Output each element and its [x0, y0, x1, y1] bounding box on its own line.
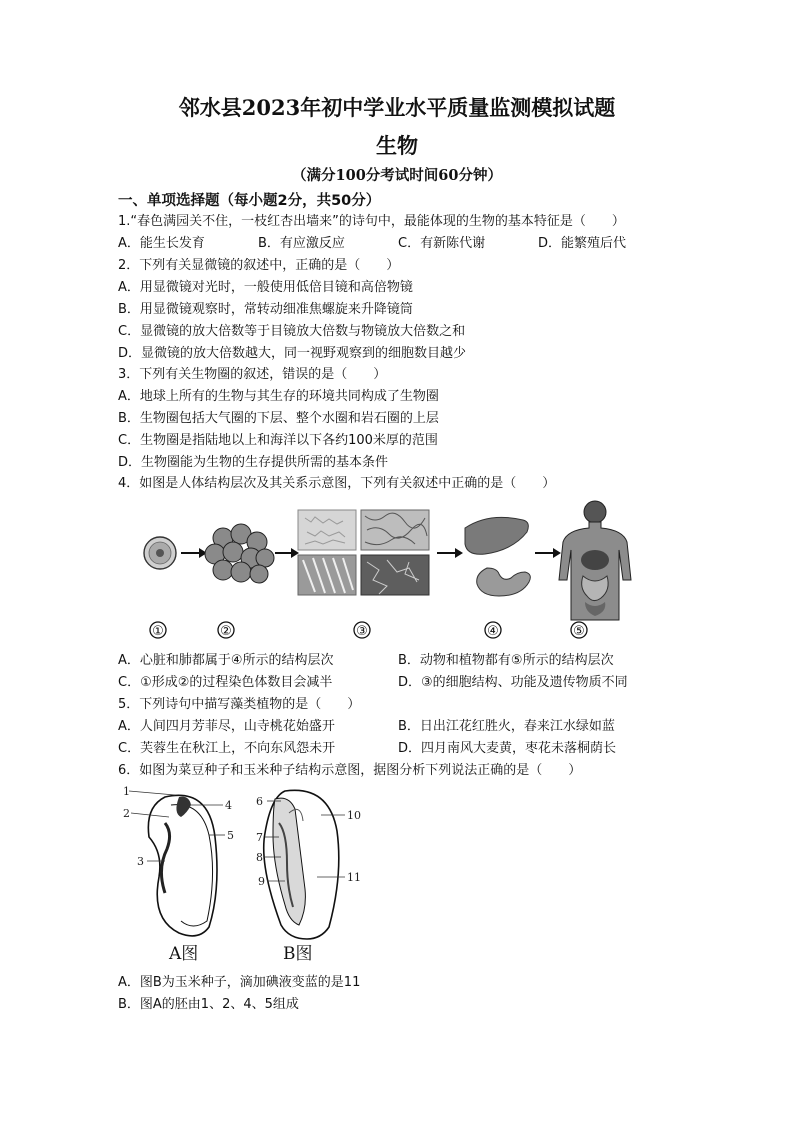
label-3: ③ [356, 624, 368, 639]
label-2: ② [220, 624, 232, 639]
figure-labels [150, 622, 587, 639]
q1-stem: 1.“春色满园关不住，一枝红杏出墙来”的诗句中，最能体现的生物的基本特征是（ ） [118, 214, 625, 229]
body-structure-figure [125, 498, 645, 646]
human-body-illustration [559, 501, 631, 620]
exam-note: （满分100分考试时间60分钟） [292, 167, 502, 184]
q2-option-b: B．用显微镜观察时，常转动细准焦螺旋来升降镜筒 [118, 302, 413, 317]
q6-stem: 6．如图为菜豆种子和玉米种子结构示意图，据图分析下列说法正确的是（ ） [118, 763, 582, 778]
fig-b-num-6: 6 [256, 795, 263, 808]
fig-b-num-7: 7 [256, 831, 263, 844]
q5-option-a: A．人间四月芳菲尽，山寺桃花始盛开 [118, 719, 335, 734]
cell-cluster-illustration [205, 524, 274, 583]
caption-b: B图 [283, 944, 313, 964]
arrow-icon [437, 548, 463, 558]
q1-option-b: B．有应激反应 [258, 236, 345, 251]
q6-option-b: B．图A的胚由1、2、4、5组成 [118, 997, 299, 1012]
q1-option-d: D．能繁殖后代 [538, 236, 627, 251]
q2-option-c: C．显微镜的放大倍数等于目镜放大倍数与物镜放大倍数之和 [118, 324, 466, 339]
fig-a-num-2: 2 [123, 807, 130, 820]
fig-a-num-1: 1 [123, 785, 130, 798]
fig-b-num-9: 9 [258, 875, 265, 888]
q4-option-a: A．心脏和肺都属于④所示的结构层次 [118, 653, 334, 668]
organ-illustration [465, 517, 530, 596]
q3-option-d: D．生物圈能为生物的生存提供所需的基本条件 [118, 455, 389, 470]
label-1: ① [152, 624, 164, 639]
section-heading: 一、单项选择题（每小题2分，共50分） [118, 193, 381, 209]
seed-structure-figure [125, 783, 375, 968]
fig-a-num-5: 5 [227, 829, 234, 842]
q3-stem: 3．下列有关生物圈的叙述，错误的是（ ） [118, 367, 387, 382]
corn-seed-illustration [256, 790, 361, 964]
arrow-icon [275, 548, 299, 558]
fig-b-num-8: 8 [256, 851, 263, 864]
q4-option-d: D．③的细胞结构、功能及遗传物质不同 [398, 675, 628, 690]
q2-option-a: A．用显微镜对光时，一般使用低倍目镜和高倍物镜 [118, 280, 413, 295]
q3-option-b: B．生物圈包括大气圈的下层、整个水圈和岩石圈的上层 [118, 411, 439, 426]
fig-b-num-11: 11 [347, 871, 361, 884]
q3-option-c: C．生物圈是指陆地以上和海洋以下各约100米厚的范围 [118, 433, 438, 448]
bean-seed-illustration [123, 785, 234, 964]
fig-a-num-4: 4 [225, 799, 232, 812]
q4-option-c: C．①形成②的过程染色体数目会减半 [118, 675, 333, 690]
fig-a-num-3: 3 [137, 855, 144, 868]
q3-option-a: A．地球上所有的生物与其生存的环境共同构成了生物圈 [118, 389, 439, 404]
exam-title: 邻水县2023年初中学业水平质量监测模拟试题 [178, 95, 616, 120]
q5-option-b: B．日出江花红胜火，春来江水绿如蓝 [398, 719, 615, 734]
arrow-icon [181, 548, 207, 558]
q4-stem: 4．如图是人体结构层次及其关系示意图，下列有关叙述中正确的是（ ） [118, 476, 556, 491]
q1-option-a: A．能生长发育 [118, 236, 205, 251]
q5-option-d: D．四月南风大麦黄，枣花未落桐荫长 [398, 741, 617, 756]
arrow-icon [535, 548, 561, 558]
tissue-illustration [298, 510, 429, 595]
caption-a: A图 [169, 944, 199, 964]
exam-subject: 生物 [376, 133, 418, 158]
q5-stem: 5．下列诗句中描写藻类植物的是（ ） [118, 697, 361, 712]
cell-illustration [144, 537, 176, 569]
q1-option-c: C．有新陈代谢 [398, 236, 486, 251]
q6-option-a: A．图B为玉米种子，滴加碘液变蓝的是11 [118, 975, 361, 990]
label-5: ⑤ [573, 624, 585, 639]
q5-option-c: C．芙蓉生在秋江上，不向东风怨未开 [118, 741, 336, 756]
q2-stem: 2．下列有关显微镜的叙述中，正确的是（ ） [118, 258, 400, 273]
q4-option-b: B．动物和植物都有⑤所示的结构层次 [398, 653, 614, 668]
label-4: ④ [487, 624, 499, 639]
q2-option-d: D．显微镜的放大倍数越大，同一视野观察到的细胞数目越少 [118, 346, 467, 361]
fig-b-num-10: 10 [347, 809, 361, 822]
